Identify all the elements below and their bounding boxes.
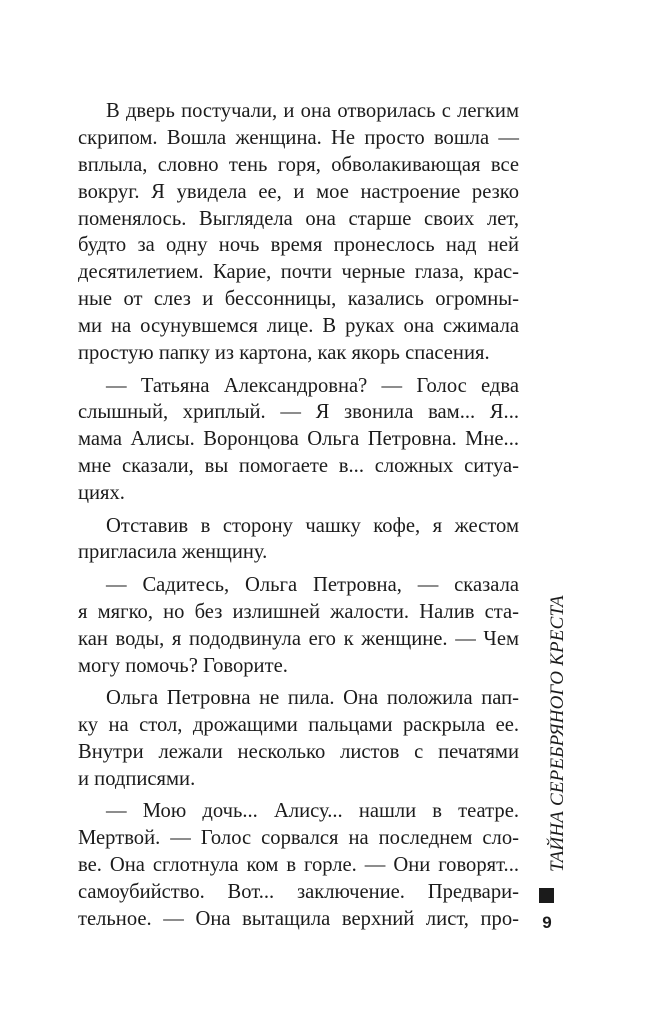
text-line: тельное. — Она вытащила верхний лист, про-: [78, 907, 519, 930]
square-marker-icon: [539, 888, 554, 903]
text-line: Ольга Петровна не пила. Она положила пап-: [106, 687, 519, 710]
body-text: [78, 98, 519, 933]
text-line: простую папку из картона, как якорь спасения.: [78, 342, 490, 365]
text-line: — Мою дочь... Алису... нашли в театре.: [106, 800, 519, 823]
text-line: я мягко, но без излишней жалости. Налив ста-: [78, 600, 519, 623]
text-line: слышный, хриплый. — Я звонила вам... Я...: [78, 401, 519, 424]
page-number: 9: [542, 913, 552, 932]
text-line: вплыла, словно тень горя, обволакивающая все: [78, 153, 519, 176]
text-line: ми на осунувшемся лице. В руках она сжимала: [78, 315, 519, 338]
text-line: пригласила женщину.: [78, 541, 268, 564]
text-line: могу помочь? Говорите.: [78, 654, 288, 677]
text-line: десятилетием. Карие, почти черные глаза, крас-: [78, 261, 519, 284]
text-line: ве. Она сглотнула ком в горле. — Они говорят...: [78, 854, 519, 877]
text-line: — Татьяна Александровна? — Голос едва: [106, 374, 519, 397]
text-line: — Садитесь, Ольга Петровна, — сказала: [106, 573, 519, 596]
text-line: кан воды, я пододвинула его к женщине. — Чем: [78, 627, 519, 650]
paragraph-4: [78, 572, 519, 680]
paragraph-5: [78, 685, 519, 793]
text-line: В дверь постучали, и она отворилась с легким: [106, 100, 519, 122]
paragraph-3: [78, 513, 519, 567]
text-line: будто за одну ночь время пронеслось над ней: [78, 234, 519, 257]
text-line: Мертвой. — Голос сорвался на последнем сло-: [78, 827, 519, 850]
paragraph-1: [78, 98, 519, 367]
text-line: ные от слез и бессонницы, казались огромны-: [78, 288, 519, 311]
text-line: вокруг. Я увидела ее, и мое настроение резко: [78, 180, 519, 203]
paragraph-2: [78, 373, 519, 507]
running-title: ТАЙНА СЕРЕБРЯНОГО КРЕСТА: [547, 595, 568, 872]
paragraph-6: [78, 798, 519, 932]
text-line: скрипом. Вошла женщина. Не просто вошла —: [78, 126, 519, 149]
text-line: ку на стол, дрожащими пальцами раскрыла ее.: [78, 713, 519, 736]
text-line: самоубийство. Вот... заключение. Предвари-: [78, 880, 519, 903]
text-line: Внутри лежали несколько листов с печатями: [78, 740, 519, 763]
text-line: мне сказали, вы помогаете в... сложных ситуа-: [78, 455, 519, 478]
text-line: мама Алисы. Воронцова Ольга Петровна. Мне...: [78, 428, 519, 451]
text-line: Отставив в сторону чашку кофе, я жестом: [106, 514, 519, 537]
text-line: циях.: [78, 482, 125, 505]
text-line: поменялось. Выглядела она старше своих лет,: [78, 207, 519, 230]
text-line: и подписями.: [78, 767, 196, 790]
